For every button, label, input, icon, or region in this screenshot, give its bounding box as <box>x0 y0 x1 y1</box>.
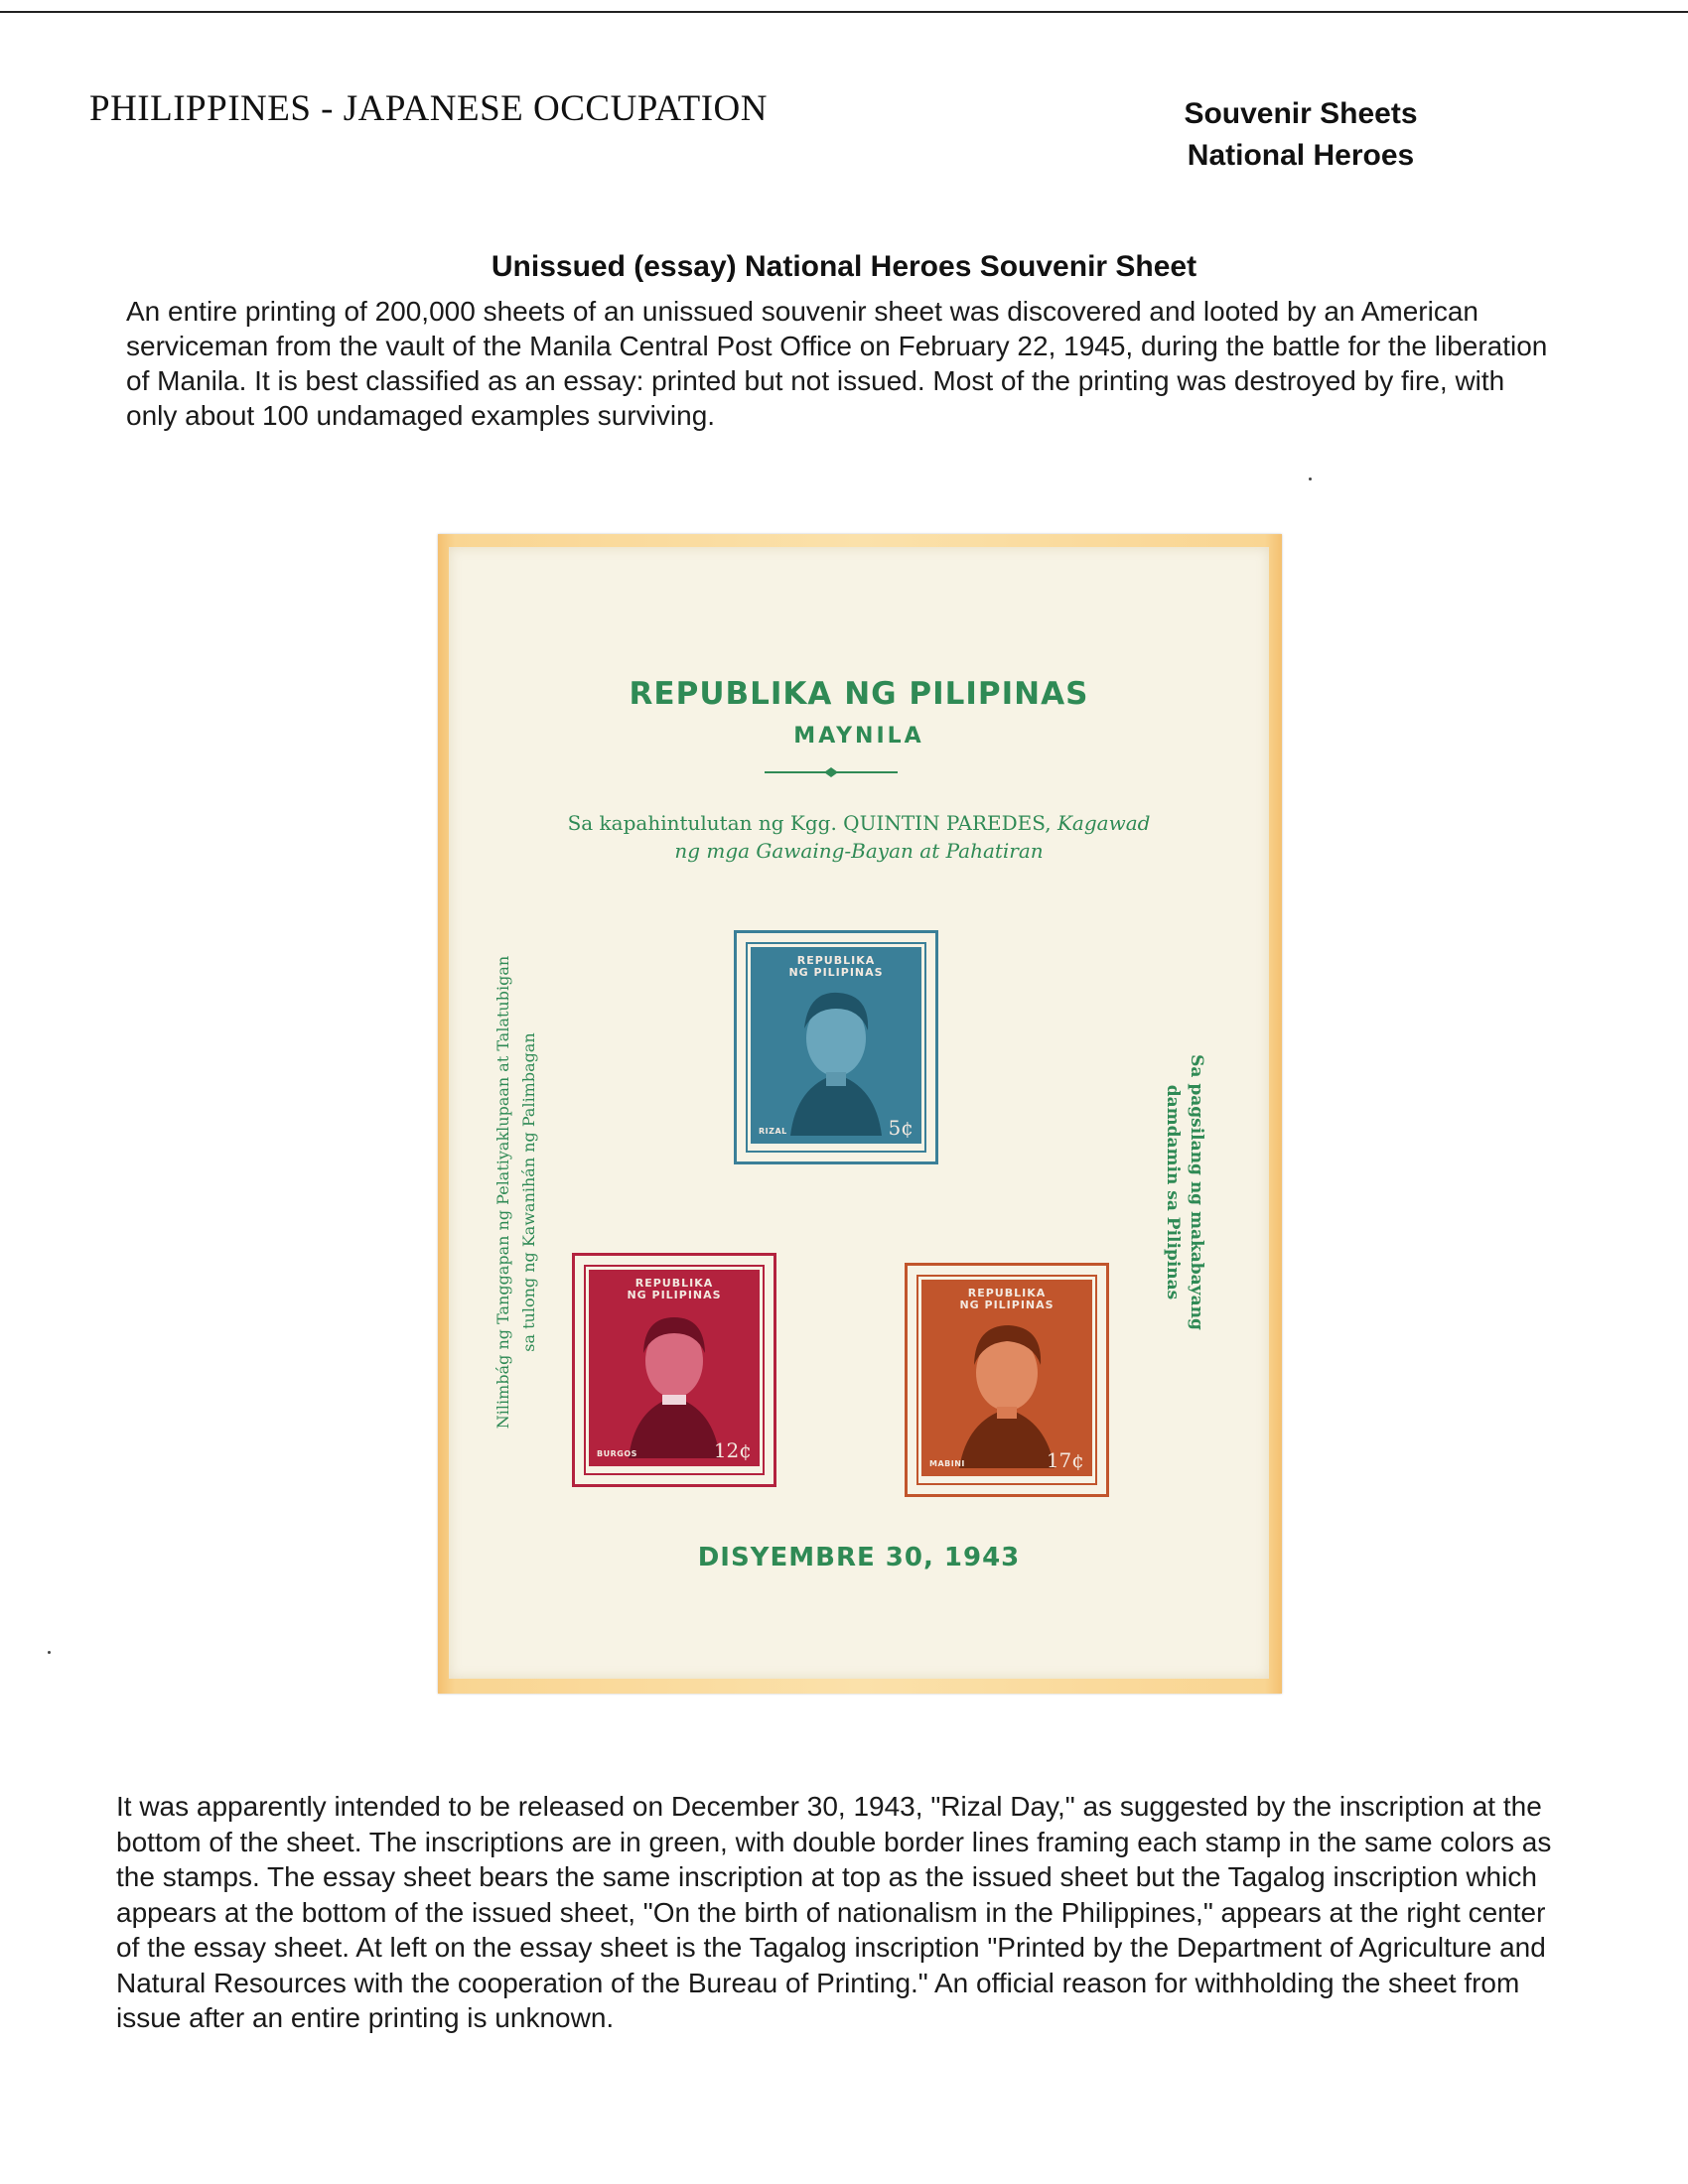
subtitle-line-2: National Heroes <box>1187 139 1415 172</box>
permission-line-1 <box>508 809 1209 837</box>
speck <box>1309 478 1312 480</box>
sheet-city: MAYNILA <box>793 724 924 749</box>
stamp-country <box>921 1288 1092 1311</box>
right-inscription-line-1: Sa pagsilang ng makabayang <box>1187 1054 1206 1330</box>
subtitle-line-1: Souvenir Sheets <box>1184 97 1418 130</box>
sheet-permission <box>508 809 1209 865</box>
right-inscription-line-2: damdamin sa Pilipinas <box>1163 1084 1183 1300</box>
stamp-country-line-1: REPUBLIKA <box>634 1277 714 1290</box>
section-heading: Unissued (essay) National Heroes Souvenir Sheet <box>491 250 1197 283</box>
left-vertical-inscription <box>491 894 542 1490</box>
stamp-country-line-2: NG PILIPINAS <box>959 1298 1055 1311</box>
stamp-country-line-1: REPUBLIKA <box>796 954 876 967</box>
outro-paragraph: It was apparently intended to be released on December 30, 1943, "Rizal Day," as suggested by the inscription at the bottom of the sheet. The inscriptions are in green, with double border lines framing each stamp in the same colors as the stamps. The essay sheet bears the same inscription at top as the issued sheet but the Tagalog inscription which appears at the bottom of the issued sheet, "On the birth of nationalism in the Philippines," appears at the right center of the essay sheet. At left on the essay sheet is the Tagalog inscription "Printed by the Department of Agriculture and Natural Resources with the cooperation of the Bureau of Printing." An official reason for withholding the sheet from issue after an entire printing is unknown. <box>116 1791 1552 2033</box>
left-inscription-line-2: sa tulong ng Kawanihán ng Palimbagan <box>519 1032 538 1352</box>
top-rule <box>0 11 1688 13</box>
page-subtitle <box>1092 93 1509 177</box>
permission-name: QUINTIN PAREDES, <box>843 811 1052 835</box>
speck <box>48 1651 51 1654</box>
sheet-title: REPUBLIKA NG PILIPINAS <box>629 676 1089 712</box>
stamp-country <box>589 1278 760 1301</box>
ornament-divider-icon <box>765 766 898 778</box>
permission-line-1a: Sa kapahintulutan ng Kgg. <box>567 811 844 835</box>
sheet-date: DISYEMBRE 30, 1943 <box>697 1543 1021 1572</box>
stamp-country-line-2: NG PILIPINAS <box>627 1289 722 1301</box>
left-inscription-line-1: Nilimbág ng Tanggapan ng Pelatiyaklupaan at Talatubigan <box>493 955 512 1430</box>
rizal-stamp <box>751 947 921 1144</box>
stamp-country-line-1: REPUBLIKA <box>967 1287 1047 1299</box>
stamp-name: MABINI <box>929 1459 965 1468</box>
stamp-value: 5¢ <box>888 1116 914 1140</box>
stamp-country-line-2: NG PILIPINAS <box>788 966 884 979</box>
burgos-stamp <box>589 1270 760 1466</box>
right-vertical-inscription <box>1161 1043 1208 1341</box>
stamp-name: BURGOS <box>597 1449 637 1458</box>
stamp-name: RIZAL <box>759 1127 787 1136</box>
permission-line-1b: Kagawad <box>1051 811 1151 835</box>
stamp-value: 12¢ <box>713 1438 752 1462</box>
stamp-country <box>751 955 921 979</box>
mabini-stamp <box>921 1280 1092 1476</box>
stamp-value: 17¢ <box>1046 1448 1084 1472</box>
permission-line-2 <box>508 837 1209 865</box>
souvenir-sheet <box>449 547 1269 1679</box>
permission-line-2-text: ng mga Gawaing-Bayan at Pahatiran <box>674 839 1044 863</box>
page-title: PHILIPPINES - JAPANESE OCCUPATION <box>89 88 768 129</box>
intro-paragraph: An entire printing of 200,000 sheets of an unissued souvenir sheet was discovered and looted by an American serviceman from the vault of the Manila Central Post Office on February 22, 1945, during the battle for the liberation of Manila. It is best classified as an essay: printed but not issued. Most of the printing was destroyed by fire, with only about 100 undamaged examples surviving. <box>126 296 1548 431</box>
